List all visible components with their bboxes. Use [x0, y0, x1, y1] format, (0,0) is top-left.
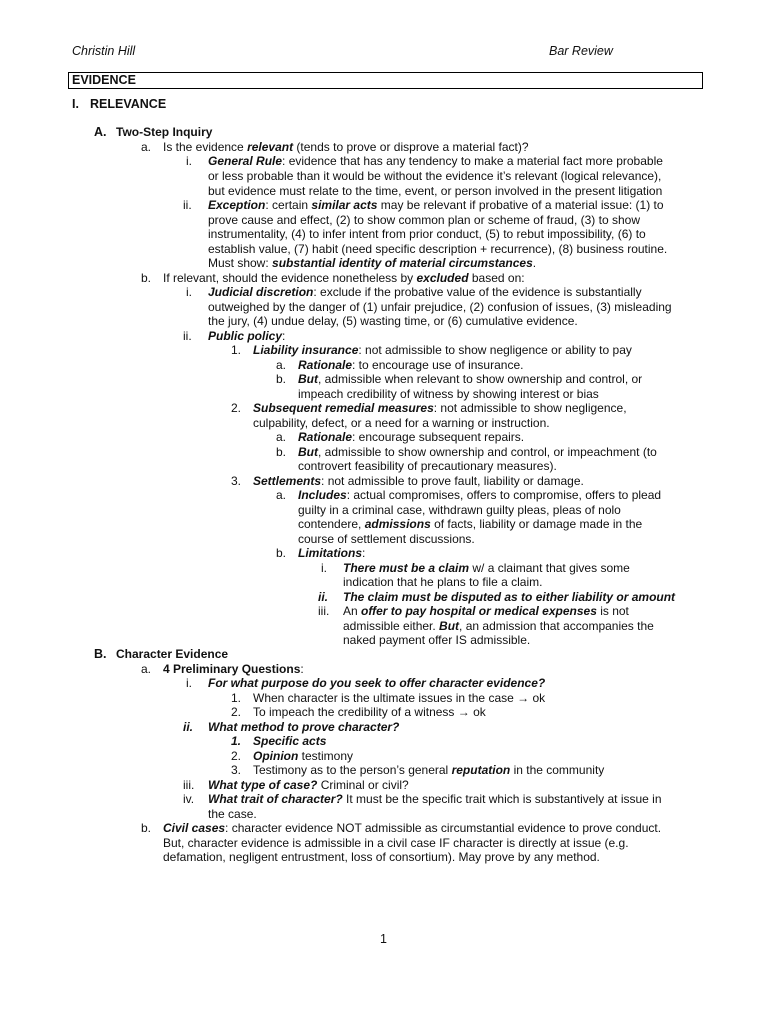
- text-run: To impeach the credibility of a witness → ok: [253, 705, 486, 719]
- text-run: , admissible to show ownership and control, or impeachment (to: [318, 445, 657, 459]
- text-run: When character is the ultimate issues in the case → ok: [253, 691, 546, 705]
- outline-line: [208, 213, 640, 228]
- outline-marker: i.: [186, 285, 192, 299]
- emphasis-text: Two-Step Inquiry: [116, 125, 213, 139]
- outline-marker: 3.: [231, 474, 242, 488]
- outline-marker: A.: [94, 125, 107, 139]
- outline-line: [253, 474, 584, 489]
- outline-line: [253, 401, 627, 416]
- outline-line: [343, 590, 675, 605]
- emphasis-text: General Rule: [208, 154, 283, 168]
- emphasis-text: Judicial discretion: [208, 285, 314, 299]
- outline-marker: iii.: [183, 778, 195, 792]
- text-run: Criminal or civil?: [317, 778, 409, 792]
- text-run: culpability, defect, or a need for a warning or instruction.: [253, 416, 550, 430]
- emphasis-text: Civil cases: [163, 821, 226, 835]
- outline-line: [343, 575, 542, 590]
- emphasis-text: Liability insurance: [253, 343, 359, 357]
- outline-marker: a.: [141, 662, 152, 676]
- text-run: controvert feasibility of precautionary measures).: [298, 459, 557, 473]
- outline-marker: 1.: [231, 343, 242, 357]
- outline-line: [298, 372, 642, 387]
- outline-line: [298, 387, 599, 402]
- outline-marker: b.: [276, 372, 287, 386]
- outline-line: [253, 749, 353, 764]
- emphasis-text: admissions: [364, 517, 431, 531]
- emphasis-text: What trait of character?: [208, 792, 343, 806]
- emphasis-text: Rationale: [298, 430, 353, 444]
- text-run: contendere,: [298, 517, 365, 531]
- emphasis-text: The claim must be disputed as to either liability or amount: [343, 590, 676, 604]
- outline-line: [298, 517, 642, 532]
- emphasis-text: RELEVANCE: [90, 97, 167, 111]
- emphasis-text: Specific acts: [253, 734, 327, 748]
- outline-marker: a.: [276, 358, 287, 372]
- text-run: : evidence that has any tendency to make a material fact more probable: [282, 154, 663, 168]
- outline-line: [208, 256, 536, 271]
- text-run: , an admission that accompanies the: [459, 619, 654, 633]
- text-run: in the community: [510, 763, 605, 777]
- outline-line: [208, 169, 661, 184]
- outline-marker: b.: [141, 271, 152, 285]
- text-run: establish value, (7) habit (need specific description + recurrence), (8) business routine.: [208, 242, 668, 256]
- emphasis-text: But: [298, 372, 318, 386]
- outline-marker: iv.: [183, 792, 195, 806]
- outline-marker: ii.: [318, 590, 329, 604]
- text-run: based on:: [468, 271, 525, 285]
- outline-marker: ii.: [183, 329, 192, 343]
- outline-line: [253, 705, 486, 720]
- outline-marker: a.: [276, 488, 287, 502]
- outline-marker: i.: [321, 561, 327, 575]
- text-run: the case.: [208, 807, 257, 821]
- emphasis-text: For what purpose do you seek to offer character evidence?: [208, 676, 546, 690]
- emphasis-text: Character Evidence: [116, 647, 229, 661]
- emphasis-text: Public policy: [208, 329, 283, 343]
- text-run: course of settlement discussions.: [298, 532, 475, 546]
- text-run: Testimony as to the person’s general: [253, 763, 452, 777]
- outline-line: [298, 488, 661, 503]
- text-run: (tends to prove or disprove a material fact)?: [293, 140, 529, 154]
- outline-marker: 2.: [231, 749, 242, 763]
- outline-line: [208, 314, 578, 329]
- outline-line: [253, 416, 550, 431]
- text-run: impeach credibility of witness by showing interest or bias: [298, 387, 599, 401]
- emphasis-text: similar acts: [311, 198, 378, 212]
- outline-marker: b.: [141, 821, 152, 835]
- emphasis-text: Includes: [298, 488, 347, 502]
- outline-marker: 3.: [231, 763, 242, 777]
- text-run: :: [362, 546, 366, 560]
- outline-line: [116, 125, 212, 140]
- text-run: : exclude if the probative value of the evidence is substantially: [313, 285, 642, 299]
- outline-line: [298, 532, 475, 547]
- text-run: defamation, negligent entrustment, loss of consortium). May prove by any method.: [163, 850, 600, 864]
- outline-line: [298, 430, 524, 445]
- emphasis-text: What type of case?: [208, 778, 318, 792]
- outline-line: [116, 647, 228, 662]
- text-run: An: [343, 604, 362, 618]
- text-run: Is the evidence: [163, 140, 248, 154]
- outline-line: [253, 734, 326, 749]
- text-run: :: [300, 662, 304, 676]
- outline-line: [208, 227, 646, 242]
- outline-marker: 2.: [231, 401, 242, 415]
- outline-line: [343, 604, 629, 619]
- outline-marker: ii.: [183, 720, 194, 734]
- text-run: or less probable than it would be without the evidence it’s relevant (logical relevance),: [208, 169, 662, 183]
- text-run: of facts, liability or damage made in the: [430, 517, 643, 531]
- text-run: : encourage subsequent repairs.: [352, 430, 525, 444]
- outline-line: [298, 546, 365, 561]
- outline-marker: a.: [276, 430, 287, 444]
- text-run: Must show:: [208, 256, 273, 270]
- outline-marker: 2.: [231, 705, 242, 719]
- text-run: may be relevant if probative of a material issue: (1) to: [377, 198, 664, 212]
- outline-line: [343, 619, 654, 634]
- outline-line: [208, 154, 663, 169]
- emphasis-text: Limitations: [298, 546, 363, 560]
- outline-line: [343, 561, 630, 576]
- text-run: But, character evidence is admissible in a civil case IF character is directly at issue (e.g.: [163, 836, 629, 850]
- outline-marker: b.: [276, 546, 287, 560]
- emphasis-text: But: [439, 619, 460, 633]
- outline-line: [253, 763, 604, 778]
- outline-line: [208, 285, 642, 300]
- header-course: Bar Review: [549, 44, 613, 58]
- text-run: guilty in a criminal case, withdrawn guilty pleas, pleas of nolo: [298, 503, 621, 517]
- outline-marker: i.: [186, 154, 192, 168]
- outline-line: [90, 97, 166, 112]
- outline-marker: 1.: [231, 691, 242, 705]
- outline-line: [163, 662, 304, 677]
- text-run: outweighed by the danger of (1) unfair prejudice, (2) confusion of issues, (3) misleading: [208, 300, 672, 314]
- emphasis-text: Rationale: [298, 358, 353, 372]
- emphasis-text: 4 Preliminary Questions: [163, 662, 301, 676]
- text-run: : character evidence NOT admissible as circumstantial evidence to prove conduct.: [225, 821, 662, 835]
- outline-line: [343, 633, 530, 648]
- emphasis-text: reputation: [451, 763, 511, 777]
- outline-line: [163, 850, 600, 865]
- text-run: : not admissible to show negligence,: [433, 401, 627, 415]
- text-run: If relevant, should the evidence nonetheless by: [163, 271, 417, 285]
- outline-line: [208, 329, 285, 344]
- outline-line: [208, 778, 409, 793]
- outline-line: [208, 792, 662, 807]
- emphasis-text: offer to pay hospital or medical expenses: [361, 604, 597, 618]
- emphasis-text: Exception: [208, 198, 266, 212]
- outline-line: [208, 184, 662, 199]
- text-run: but evidence must relate to the time, event, or person involved in the present litigation: [208, 184, 663, 198]
- text-run: instrumentality, (4) to infer intent from prior conduct, (5) to rebut impossibility, (6) to: [208, 227, 646, 241]
- header-author: Christin Hill: [72, 44, 136, 58]
- text-run: .: [532, 256, 537, 270]
- outline-line: [208, 198, 664, 213]
- outline-marker: B.: [94, 647, 107, 661]
- outline-line: [208, 676, 545, 691]
- text-run: the jury, (4) undue delay, (5) wasting time, or (6) cumulative evidence.: [208, 314, 578, 328]
- outline-marker: b.: [276, 445, 287, 459]
- outline-line: [163, 140, 529, 155]
- outline-line: [208, 720, 399, 735]
- emphasis-text: But: [298, 445, 318, 459]
- emphasis-text: Subsequent remedial measures: [253, 401, 434, 415]
- outline-marker: ii.: [183, 198, 192, 212]
- text-run: : actual compromises, offers to compromise, offers to plead: [346, 488, 662, 502]
- outline-line: [163, 821, 661, 836]
- outline-marker: i.: [186, 676, 192, 690]
- outline-line: [208, 807, 257, 822]
- text-run: w/ a claimant that gives some: [469, 561, 630, 575]
- section-title-box: EVIDENCE: [68, 72, 703, 89]
- outline-marker: a.: [141, 140, 152, 154]
- outline-line: [208, 300, 672, 315]
- outline-marker: 1.: [231, 734, 242, 748]
- emphasis-text: Opinion: [253, 749, 299, 763]
- emphasis-text: relevant: [247, 140, 294, 154]
- outline-marker: I.: [72, 97, 79, 111]
- text-run: : certain: [265, 198, 312, 212]
- text-run: testimony: [298, 749, 354, 763]
- text-run: naked payment offer IS admissible.: [343, 633, 531, 647]
- text-run: , admissible when relevant to show ownership and control, or: [318, 372, 643, 386]
- text-run: :: [282, 329, 286, 343]
- text-run: It must be the specific trait which is substantively at issue in: [342, 792, 662, 806]
- outline-line: [298, 459, 557, 474]
- outline-line: [298, 503, 621, 518]
- text-run: : to encourage use of insurance.: [352, 358, 524, 372]
- emphasis-text: There must be a claim: [343, 561, 470, 575]
- emphasis-text: substantial identity of material circumstances: [272, 256, 533, 270]
- outline-marker: iii.: [318, 604, 330, 618]
- page-number: 1: [380, 932, 387, 946]
- text-run: admissible either.: [343, 619, 440, 633]
- outline-line: [298, 358, 523, 373]
- outline-line: [163, 271, 525, 286]
- outline-line: [163, 836, 629, 851]
- text-run: prove cause and effect, (2) to show common plan or scheme of fraud, (3) to show: [208, 213, 640, 227]
- text-run: indication that he plans to file a claim.: [343, 575, 543, 589]
- outline-line: [253, 691, 545, 706]
- outline-line: [208, 242, 667, 257]
- emphasis-text: What method to prove character?: [208, 720, 400, 734]
- outline-line: [298, 445, 657, 460]
- text-run: : not admissible to show negligence or ability to pay: [358, 343, 632, 357]
- text-run: is not: [596, 604, 629, 618]
- text-run: : not admissible to prove fault, liability or damage.: [321, 474, 584, 488]
- outline-line: [253, 343, 632, 358]
- emphasis-text: excluded: [416, 271, 469, 285]
- emphasis-text: Settlements: [253, 474, 322, 488]
